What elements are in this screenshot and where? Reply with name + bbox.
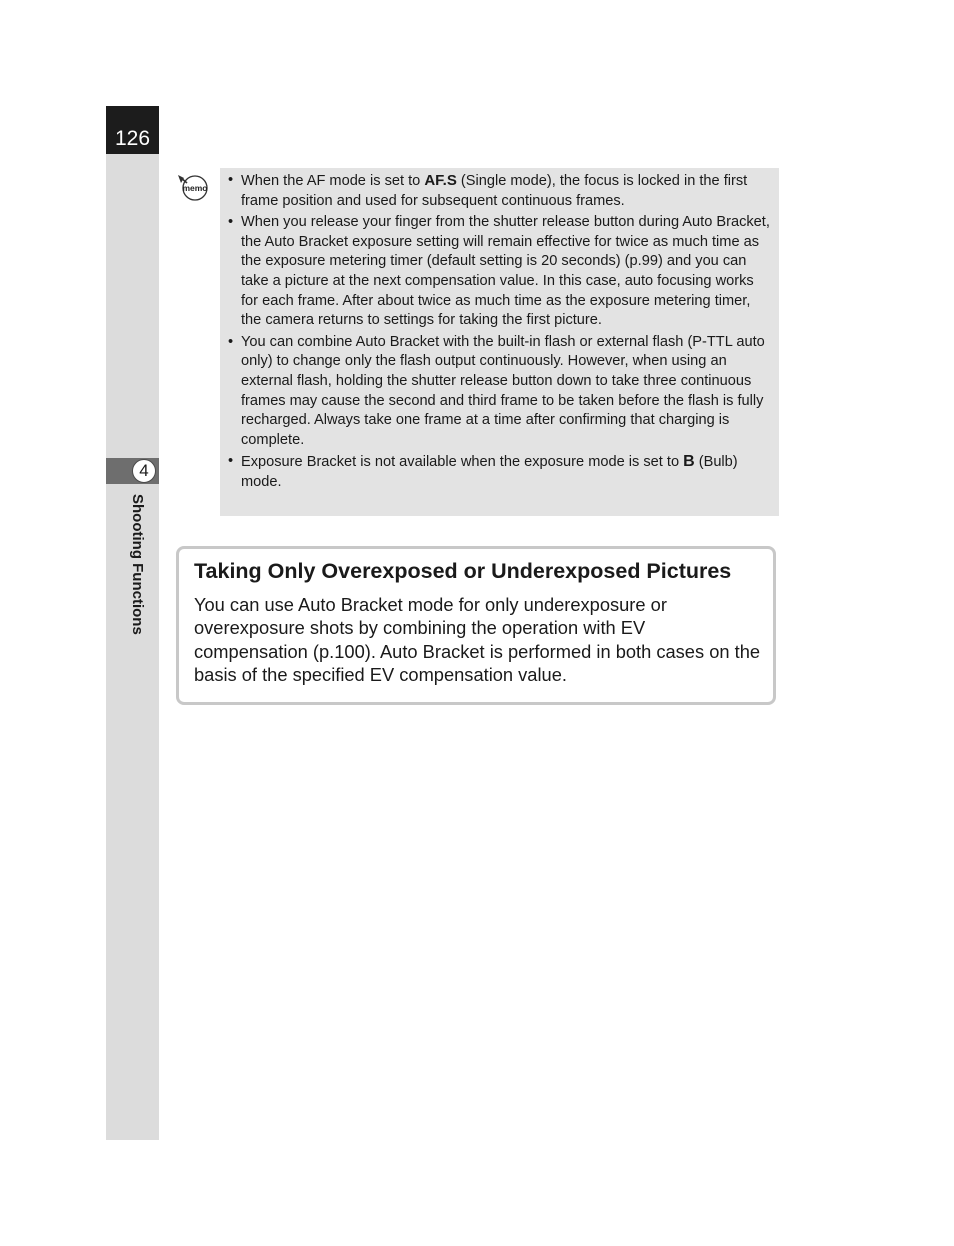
memo-icon-label: memo xyxy=(182,183,208,193)
af-s-symbol: AF.S xyxy=(424,172,457,189)
section-box xyxy=(176,546,776,705)
memo-item xyxy=(241,333,771,451)
memo-box xyxy=(220,168,779,516)
memo-list xyxy=(220,168,779,493)
section-title: Taking Only Overexposed or Underexposed Pictures xyxy=(194,559,732,583)
memo-item-text: Exposure Bracket is not available when the exposure mode is set to xyxy=(241,454,684,471)
bulb-mode-symbol: B xyxy=(683,453,695,471)
chapter-number: 4 xyxy=(132,459,156,483)
memo-item-text: (Bulb) mode. xyxy=(241,454,738,491)
page-number: 126 xyxy=(114,127,151,150)
memo-item-text: You can combine Auto Bracket with the built-in flash or external flash (P-TTL auto only) to change only the flash output continuously. However, when using an external flash, holding the shutter release button down to take three continuous frames may cause the second and third frame to be taken before the flash is fully recharged. Always take one frame at a time after confirming that charging is complete. xyxy=(241,333,765,449)
memo-item-text: (Single mode), the focus is locked in the first frame position and used for subsequent continuous frames. xyxy=(241,173,748,209)
section-body: You can use Auto Bracket mode for only underexposure or overexposure shots by combining the operation with EV compensation (p.100). Auto Bracket is performed in both cases on the basis of the specified EV compensation value. xyxy=(194,594,761,685)
memo-item-text: When you release your finger from the shutter release button during Auto Bracket, the Auto Bracket exposure setting will remain effective for twice as much time as the exposure metering timer (default setting is 20 seconds) (p.99) and you can take a picture at the next compensation value. In this case, auto focusing works for each frame. After about twice as much time as the exposure metering timer, the camera returns to settings for taking the first picture. xyxy=(241,213,770,329)
memo-item xyxy=(241,171,771,211)
memo-icon xyxy=(175,172,211,202)
chapter-title: Shooting Functions xyxy=(129,494,146,635)
memo-item-text: When the AF mode is set to xyxy=(241,173,425,189)
memo-item xyxy=(241,213,771,331)
memo-item xyxy=(241,452,771,492)
page-number-box xyxy=(106,106,159,154)
